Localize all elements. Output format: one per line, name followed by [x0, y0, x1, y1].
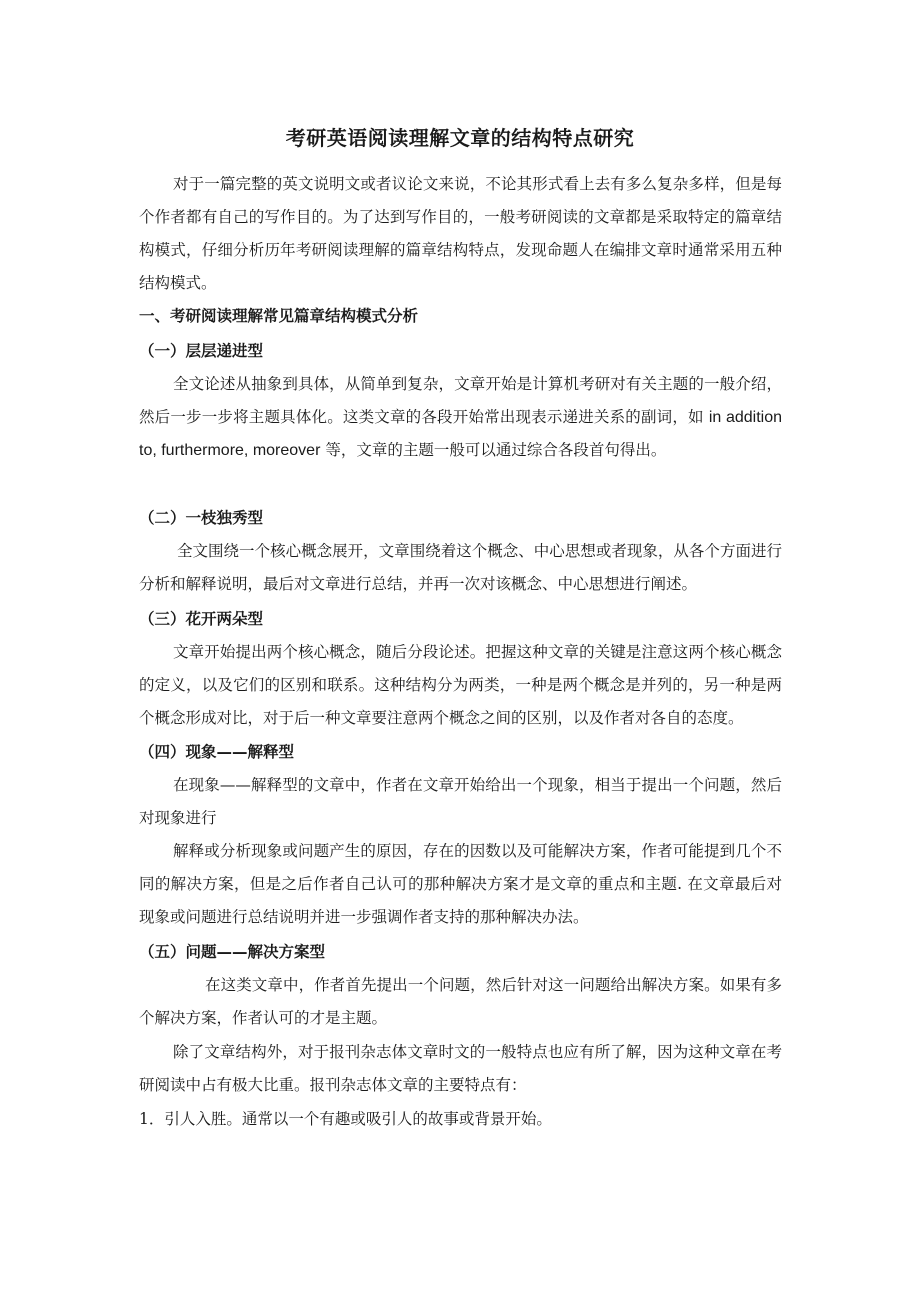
subsection-1-english-terms: in addition to, furthermore, moreover [139, 409, 782, 459]
section-heading-1: 一、考研阅读理解常见篇章结构模式分析 [139, 307, 419, 325]
subsection-1-text-a: 全文论述从抽象到具体，从简单到复杂，文章开始是计算机考研对有关主题的一般介绍，然后一步一步将主题具体化。这类文章的各段开始常出现表示递进关系的副词，如 [139, 375, 782, 426]
subsection-5-paragraph: 在这类文章中，作者首先提出一个问题，然后针对这一问题给出解决方案。如果有多个解决方案，作者认可的才是主题。 [139, 976, 782, 1027]
closing-paragraph: 除了文章结构外，对于报刊杂志体文章时文的一般特点也应有所了解，因为这种文章在考研阅读中占有极大比重。报刊杂志体文章的主要特点有： [139, 1043, 782, 1094]
document-title: 考研英语阅读理解文章的结构特点研究 [285, 126, 635, 150]
subsection-4-paragraph-1: 在现象——解释型的文章中，作者在文章开始给出一个现象，相当于提出一个问题，然后对现象进行 [139, 776, 782, 827]
subsection-1-text-b: 等，文章的主题一般可以通过综合各段首句得出。 [320, 441, 667, 459]
subheading-3: （三）花开两朵型 [139, 610, 264, 628]
subheading-4: （四）现象——解释型 [139, 743, 295, 761]
list-item-1: 1．引人入胜。通常以一个有趣或吸引人的故事或背景开始。 [139, 1110, 552, 1128]
subheading-5: （五）问题——解决方案型 [139, 943, 326, 961]
subsection-1-paragraph [139, 368, 782, 467]
subheading-1: （一）层层递进型 [139, 342, 264, 360]
subsection-4-paragraph-2: 解释或分析现象或问题产生的原因，存在的因数以及可能解决方案，作者可能提到几个不同的解决方案，但是之后作者自己认可的那种解决方案才是文章的重点和主题. 在文章最后对现象或问题进行总结说明并进一步强调作者支持的那种解决办法。 [139, 842, 782, 926]
subsection-3-paragraph: 文章开始提出两个核心概念，随后分段论述。把握这种文章的关键是注意这两个核心概念的定义，以及它们的区别和联系。这种结构分为两类，一种是两个概念是并列的，另一种是两个概念形成对比，对于后一种文章要注意两个概念之间的区别，以及作者对各自的态度。 [139, 643, 782, 727]
subheading-2: （二）一枝独秀型 [139, 509, 264, 527]
subsection-2-paragraph: 全文围绕一个核心概念展开，文章围绕着这个概念、中心思想或者现象，从各个方面进行分析和解释说明，最后对文章进行总结，并再一次对该概念、中心思想进行阐述。 [139, 542, 782, 593]
intro-paragraph: 对于一篇完整的英文说明文或者议论文来说，不论其形式看上去有多么复杂多样，但是每个作者都有自己的写作目的。为了达到写作目的，一般考研阅读的文章都是采取特定的篇章结构模式，仔细分析历年考研阅读理解的篇章结构特点，发现命题人在编排文章时通常采用五种结构模式。 [139, 175, 782, 292]
